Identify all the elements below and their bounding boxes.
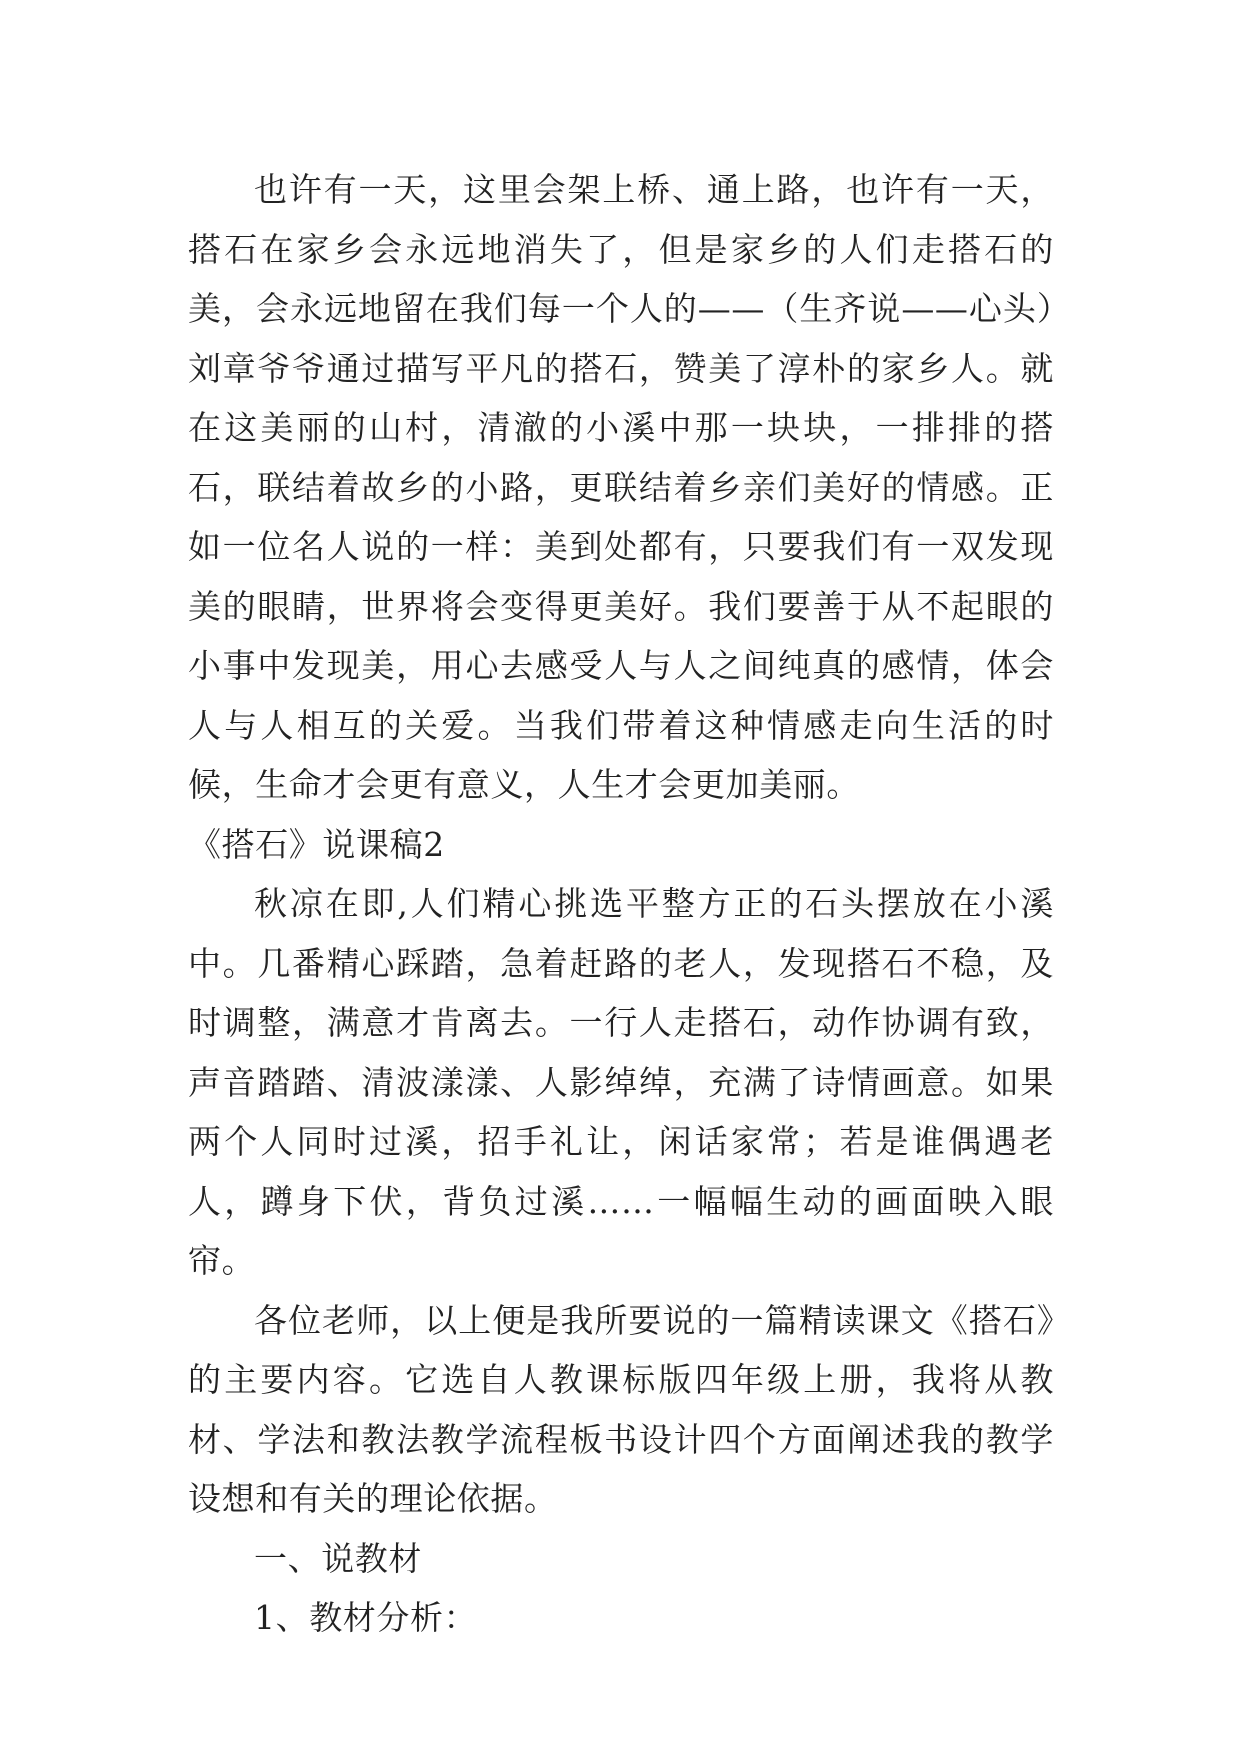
section-title: 《搭石》说课稿2 (188, 824, 445, 864)
heading-teaching-material: 一、说教材 (254, 1538, 422, 1578)
paragraph-introduction: 各位老师，以上便是我所要说的一篇精读课文《搭石》的主要内容。它选自人教课标版四年级上册，我将从教材、学法和教法教学流程板书设计四个方面阐述我的教学设想和有关的理论依据。 (188, 1300, 1054, 1518)
paragraph-stepping-stones-scene: 秋凉在即,人们精心挑选平整方正的石头摆放在小溪中。几番精心踩踏，急着赶路的老人，发现搭石不稳，及时调整，满意才肯离去。一行人走搭石，动作协调有致，声音踏踏、清波漾漾、人影绰绰，充满了诗情画意。如果两个人同时过溪，招手礼让，闲话家常；若是谁偶遇老人，蹲身下伏，背负过溪……一幅幅生动的画面映入眼帘。 (188, 884, 1054, 1280)
subheading-material-analysis: 1、教材分析： (254, 1598, 478, 1637)
document-body (188, 160, 1054, 1648)
paragraph-conclusion: 也许有一天，这里会架上桥、通上路，也许有一天，搭石在家乡会永远地消失了，但是家乡的人们走搭石的美，会永远地留在我们每一个人的——（生齐说——心头）刘章爷爷通过描写平凡的搭石，赞美了淳朴的家乡人。就在这美丽的山村，清澈的小溪中那一块块，一排排的搭石，联结着故乡的小路，更联结着乡亲们美好的情感。正如一位名人说的一样：美到处都有，只要我们有一双发现美的眼睛，世界将会变得更美好。我们要善于从不起眼的小事中发现美，用心去感受人与人之间纯真的感情，体会人与人相互的关爱。当我们带着这种情感走向生活的时候，生命才会更有意义，人生才会更加美丽。 (188, 170, 1054, 804)
